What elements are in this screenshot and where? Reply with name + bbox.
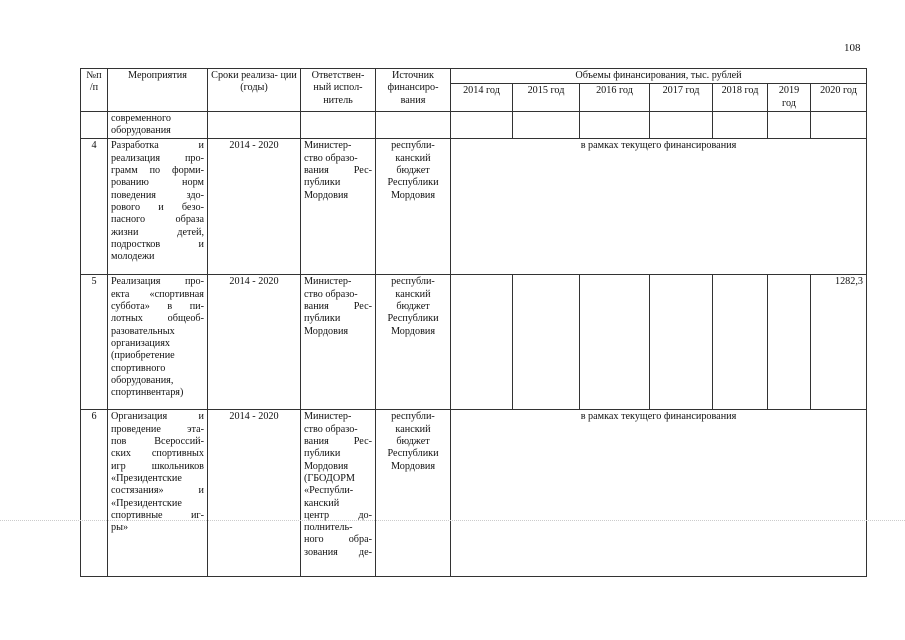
row-activity: современного оборудования xyxy=(108,111,208,139)
row-value xyxy=(768,275,811,410)
header-year: 2019 год xyxy=(768,84,811,112)
financing-table xyxy=(80,68,867,577)
header-source: Источник финансиро- вания xyxy=(376,69,451,112)
header-year: 2017 год xyxy=(650,84,713,112)
row-period: 2014 - 2020 xyxy=(208,139,301,275)
table-row xyxy=(81,139,867,275)
row-activity: Реализация про- екта «спортивная суббота» в пи- лотных общеоб- разовательных организациях (приобретение спортивного оборудования, спортинвентаря) xyxy=(108,275,208,410)
table-row xyxy=(81,111,867,139)
row-value xyxy=(451,111,513,139)
row-value xyxy=(713,111,768,139)
row-value xyxy=(650,111,713,139)
row-executor xyxy=(301,111,376,139)
header-volumes: Объемы финансирования, тыс. рублей xyxy=(451,69,867,84)
row-executor: Министер- ство образо- вания Рес- публики Мордовия xyxy=(301,275,376,410)
header-year: 2016 год xyxy=(580,84,650,112)
header-year: 2020 год xyxy=(811,84,867,112)
row-value: 1282,3 xyxy=(811,275,867,410)
row-executor: Министер- ство образо- вания Рес- публики Мордовия (ГБОДОРМ «Республи- канский центр до- полнитель- ного обра- зования де- xyxy=(301,410,376,577)
row-period: 2014 - 2020 xyxy=(208,410,301,577)
row-value xyxy=(650,275,713,410)
row-num xyxy=(81,111,108,139)
row-num: 5 xyxy=(81,275,108,410)
row-source: республи- канский бюджет Республики Мордовия xyxy=(376,139,451,275)
row-num: 6 xyxy=(81,410,108,577)
merged-financing-note: в рамках текущего финансирования xyxy=(451,410,867,577)
row-value xyxy=(811,111,867,139)
header-year: 2015 год xyxy=(513,84,580,112)
row-period: 2014 - 2020 xyxy=(208,275,301,410)
table-row xyxy=(81,410,867,577)
row-value xyxy=(580,111,650,139)
row-value xyxy=(580,275,650,410)
row-activity: Организация и проведение эта- пов Всероссий- ских спортивных игр школьников «Президентские состязания» и «Президентские спортивные иг- ры» xyxy=(108,410,208,577)
row-num: 4 xyxy=(81,139,108,275)
row-activity: Разработка и реализация про- грамм по форми- рованию норм поведения здо- рового и безо- пасного образа жизни детей, подростков и молодежи xyxy=(108,139,208,275)
table-row xyxy=(81,275,867,410)
row-value xyxy=(513,275,580,410)
header-num: №п /п xyxy=(81,69,108,112)
row-source: республи- канский бюджет Республики Мордовия xyxy=(376,275,451,410)
header-year: 2018 год xyxy=(713,84,768,112)
row-executor: Министер- ство образо- вания Рес- публики Мордовия xyxy=(301,139,376,275)
merged-financing-note: в рамках текущего финансирования xyxy=(451,139,867,275)
row-source xyxy=(376,111,451,139)
header-period: Сроки реализа- ции (годы) xyxy=(208,69,301,112)
page-number: 108 xyxy=(844,42,861,54)
row-value xyxy=(513,111,580,139)
header-activity: Мероприятия xyxy=(108,69,208,112)
header-executor: Ответствен- ный испол- нитель xyxy=(301,69,376,112)
row-value xyxy=(713,275,768,410)
header-year: 2014 год xyxy=(451,84,513,112)
row-value xyxy=(451,275,513,410)
row-source: республи- канский бюджет Республики Мордовия xyxy=(376,410,451,577)
row-value xyxy=(768,111,811,139)
scan-artifact-line xyxy=(0,520,905,522)
row-period xyxy=(208,111,301,139)
